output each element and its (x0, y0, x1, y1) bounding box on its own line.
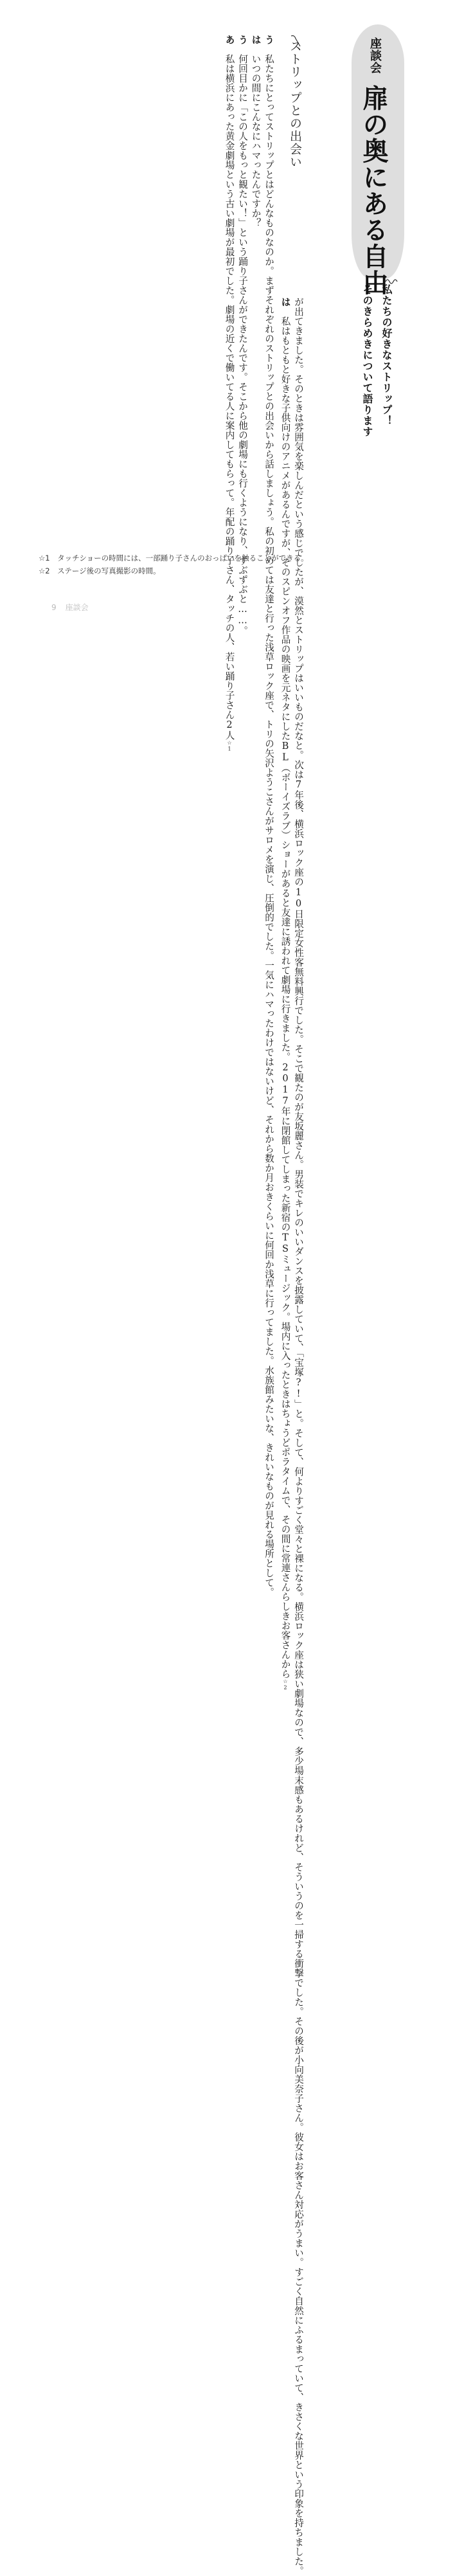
footnotes (39, 552, 424, 577)
note-mark: ☆1 (226, 740, 233, 753)
footnote-text: タッチショーの時間には、一部踊り子さんのおっぱいを触ることができる。 (57, 554, 308, 563)
page-title: 扉の奥にある自由 (359, 85, 388, 296)
speaker-mark: は (250, 35, 262, 44)
speaker-mark: は (280, 297, 291, 307)
page-number: 9 (51, 603, 57, 612)
paragraph (292, 297, 305, 2576)
paragraph-text: 私は横浜にあった黄金劇場という古い劇場が最初でした。劇場の近くで働いてる人に案内してもらって。年配の踊り子さん、タッチの人、若い踊り子さん2人 (224, 54, 235, 741)
paragraph-text: 何回目かに「この人をもっと観たい！」という踊り子さんができたんです。そこから他の劇場にも行くようになり、ずぶずぶと……。 (237, 54, 248, 636)
note-mark: ☆2 (282, 1679, 289, 1691)
paragraph-text: 私はもともと好きな子供向けのアニメがあるんですが、そのスピンオフ作品の映画を元ネタにしたBL（ボーイズラブ）ショーがあると友達に誘われて劇場に行きました。2017年に閉館してしまった新宿のTSミュージック。場内に入ったときはちょうどポラタイムで、その間に常連さんらしきお客さんから (280, 316, 291, 1679)
paragraph (278, 297, 292, 1691)
footer-section-name: 座談会 (65, 603, 89, 612)
speaker-mark: あ (224, 35, 235, 44)
speaker-mark: う (263, 35, 274, 44)
page-footer (51, 602, 98, 613)
paragraph-text: 私たちにとってストリップとはどんなものなのか。まずそれぞれのストリップとの出会いから話しましょう。私の初めては友達と行った浅草ロック座で、トリの矢沢ようこさんがサロメを演じ、圧倒的でした。一気にハマったわけではないけど、それから数か月おきくらいに何回か浅草に行ってました。水族館みたいな、きれいなものが見れる場所として。 (263, 54, 274, 1597)
footnote (39, 552, 424, 564)
footnote-text: ステージ後の写真撮影の時間。 (57, 566, 161, 575)
paragraph (222, 35, 236, 753)
paragraph (236, 35, 249, 636)
paragraph (262, 35, 276, 1597)
subtitle-line-1: 私たちの好きなストリップ！ (380, 284, 393, 426)
section-heading: ストリップとの出会い (288, 40, 302, 168)
paragraph (249, 35, 262, 292)
paragraph-text: が出てきました。そのときは雰囲気を楽しんだという感じでしたが、漠然とストリップはいいものだなと。次は7年後、横浜ロック座の10日限定女性客無料興行でした。そこで観たのが友坂麗さん。男装でキレのいいダンスを披露していて、「宝塚?!」と。そして、何よりすごく堂々と裸になる。横浜ロック座は狭い劇場なので、多少場末感もあるけれど、そういうのを一掃する衝撃でした。その後が小向美奈子さん。彼女はお客さん対応がうまい。すごく自然にふるまっていて、きさくな世界という印象を持ちました。 (293, 297, 304, 2576)
subtitle-line-2: そのきらめきについて語ります (361, 284, 373, 437)
paragraph-text: いつの間にこんなにハマったんですか？ (250, 54, 262, 228)
footnote (39, 564, 424, 577)
speaker-mark: う (237, 35, 248, 44)
page-subtitle (357, 284, 396, 437)
footnote-mark: ☆2 (39, 566, 50, 575)
category-label: 座談会 (368, 37, 382, 74)
footnote-mark: ☆1 (39, 554, 50, 563)
